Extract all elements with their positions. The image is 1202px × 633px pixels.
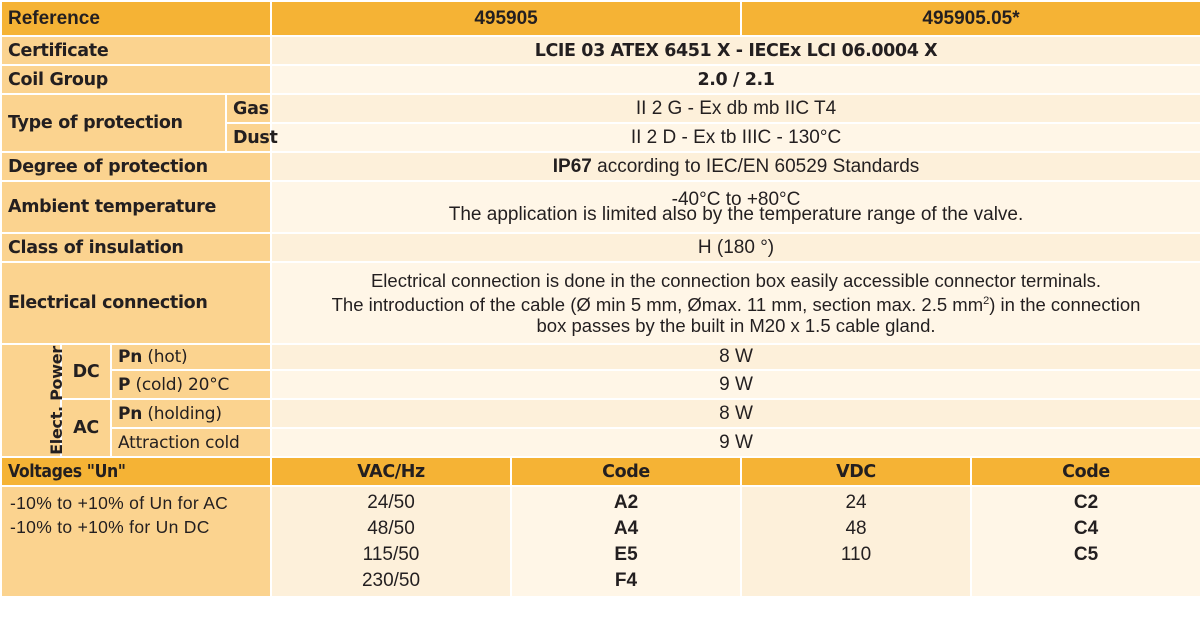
coil-group-row: [1, 65, 1201, 94]
dc-pn-hot-label: Pn (hot): [111, 344, 271, 370]
ac-pn-holding-label: Pn (holding): [111, 399, 271, 428]
certificate-value: LCIE 03 ATEX 6451 X - IECEx LCI 06.0004 X: [271, 36, 1201, 65]
vac-value: 230/50: [361, 570, 421, 591]
reference-row: [1, 1, 1201, 36]
ip-rating: IP67: [552, 155, 592, 177]
voltage-tolerance-notes: [1, 486, 271, 597]
vdc-value: 48: [845, 518, 867, 539]
vac-code: E5: [614, 544, 638, 565]
vac-value: 115/50: [362, 544, 420, 565]
voltages-header-row: [1, 457, 1201, 486]
vac-codes-column: [511, 486, 741, 597]
dc-cold-row: [1, 370, 1201, 399]
reference-495905: 495905: [271, 1, 741, 36]
ac-attraction-cold-label: Attraction cold: [111, 428, 271, 457]
vac-values-column: [271, 486, 511, 597]
certificate-label: Certificate: [1, 36, 271, 65]
temperature-note: The application is limited also by the temperature range of the valve.: [448, 204, 1024, 225]
certificate-row: [1, 36, 1201, 65]
degree-of-protection-label: Degree of protection: [1, 152, 271, 181]
ambient-temperature-label: Ambient temperature: [1, 181, 271, 233]
gas-value: II 2 G - Ex db mb IIC T4: [271, 94, 1201, 123]
ip-standard: according to IEC/EN 60529 Standards: [591, 155, 920, 177]
connection-line-2: The introduction of the cable (Ø min 5 mm, Ømax. 11 mm, section max. 2.5 $mm^2$) in the connection: [331, 294, 1141, 316]
vdc-values-column: [741, 486, 971, 597]
vac-code-header: Code: [511, 457, 741, 486]
degree-of-protection-value: [271, 152, 1201, 181]
dc-label: DC: [61, 344, 111, 399]
dc-pn-hot-value: 8 W: [271, 344, 1201, 370]
connection-line-1: Electrical connection is done in the connection box easily accessible connector terminals.: [370, 269, 1102, 291]
voltages-body-row: [1, 486, 1201, 597]
reference-495905-05: 495905.05*: [741, 1, 1201, 36]
vdc-code-header: Code: [971, 457, 1201, 486]
dc-hot-row: [1, 344, 1201, 370]
dc-p-cold-value: 9 W: [271, 370, 1201, 399]
ac-label: AC: [61, 399, 111, 457]
electrical-connection-label: Electrical connection: [1, 262, 271, 344]
class-of-insulation-label: Class of insulation: [1, 233, 271, 262]
vdc-value: 24: [845, 492, 867, 513]
class-of-insulation-value: H (180 °): [271, 233, 1201, 262]
vdc-header: VDC: [741, 457, 971, 486]
coil-group-value: 2.0 / 2.1: [271, 65, 1201, 94]
reference-label: Reference: [1, 1, 271, 36]
electrical-connection-row: [1, 262, 1201, 344]
tolerance-dc: -10% to +10% for Un DC: [10, 517, 210, 537]
vac-value: 48/50: [367, 518, 415, 539]
connection-line-3: box passes by the built in M20 x 1.5 cable gland.: [536, 315, 936, 337]
ambient-temperature-value: [271, 181, 1201, 233]
vdc-value: 110: [840, 544, 872, 565]
vdc-codes-column: [971, 486, 1201, 597]
ac-holding-row: [1, 399, 1201, 428]
vac-header: VAC/Hz: [271, 457, 511, 486]
ac-attraction-row: [1, 428, 1201, 457]
voltages-label: Voltages "Un": [1, 457, 271, 486]
tolerance-ac: -10% to +10% of Un for AC: [10, 493, 229, 513]
dust-value: II 2 D - Ex tb IIIC - 130°C: [271, 123, 1201, 152]
vac-code: F4: [614, 570, 638, 591]
vdc-code: C2: [1073, 492, 1099, 513]
electrical-connection-value: [271, 262, 1201, 344]
elect-power-label: Elect. Power: [1, 344, 61, 457]
class-of-insulation-row: [1, 233, 1201, 262]
type-of-protection-label: Type of protection: [1, 94, 226, 152]
temperature-range: -40°C to +80°C: [671, 189, 801, 210]
vac-code: A4: [613, 518, 639, 539]
coil-group-label: Coil Group: [1, 65, 271, 94]
dc-p-cold-label: P (cold) 20°C: [111, 370, 271, 399]
degree-of-protection-row: [1, 152, 1201, 181]
dust-label: Dust: [226, 123, 271, 152]
ac-pn-holding-value: 8 W: [271, 399, 1201, 428]
ambient-temperature-row: [1, 181, 1201, 233]
vdc-code: C5: [1073, 544, 1099, 565]
vdc-code: C4: [1073, 518, 1099, 539]
protection-gas-row: [1, 94, 1201, 123]
gas-label: Gas: [226, 94, 271, 123]
ac-attraction-cold-value: 9 W: [271, 428, 1201, 457]
vac-value: 24/50: [367, 492, 415, 513]
vac-code: A2: [613, 492, 639, 513]
